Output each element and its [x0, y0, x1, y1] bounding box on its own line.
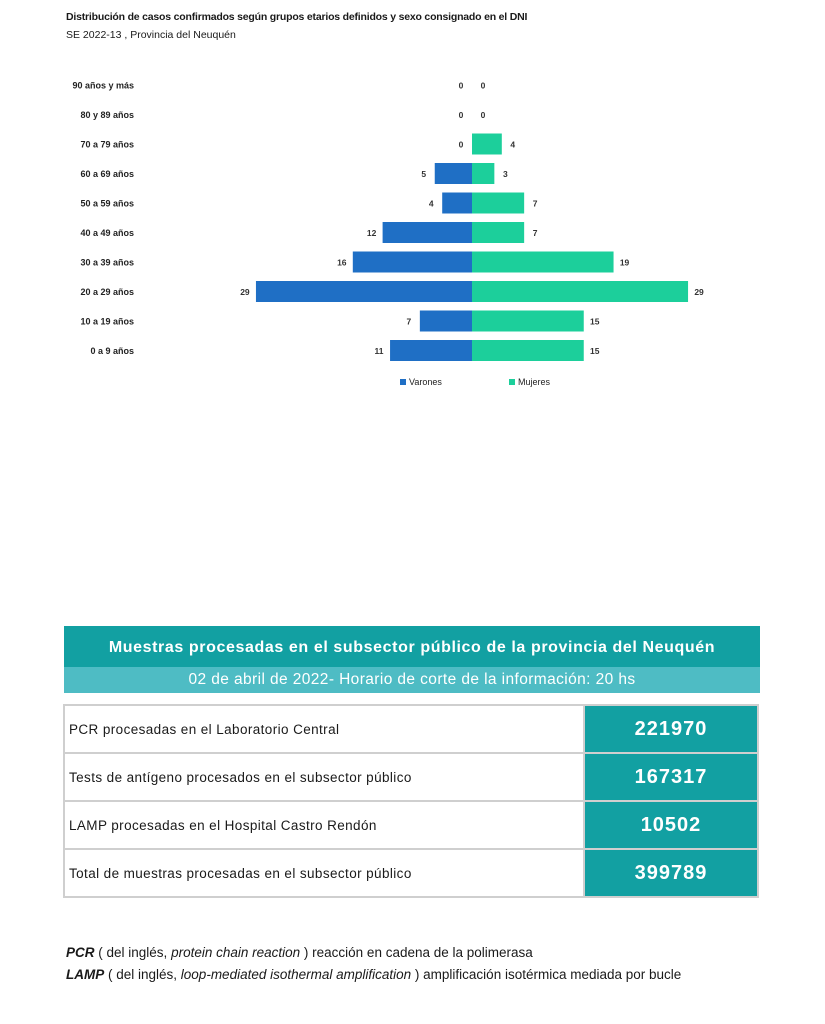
bar-mujeres [472, 311, 584, 332]
bar-mujeres [472, 252, 614, 273]
data-label-mujeres: 0 [480, 110, 486, 120]
category-label: 60 a 69 años [80, 169, 134, 179]
category-label: 30 a 39 años [80, 257, 134, 268]
footnote-pcr [66, 945, 533, 960]
row-label-antigen: Tests de antígeno procesados en el subsector público [64, 753, 584, 801]
footnote-pcr-term: protein chain reaction [171, 945, 301, 960]
footnote-pcr-pre: ( del inglés, [94, 945, 172, 960]
bar-varones [442, 193, 472, 214]
footnote-lamp-pre: ( del inglés, [104, 967, 181, 982]
data-label-varones: 4 [428, 198, 434, 209]
samples-table-title: Muestras procesadas en el subsector público de la provincia del Neuquén [64, 626, 760, 670]
chart-subtitle: SE 2022-13 , Provincia del Neuquén [66, 29, 236, 41]
bar-mujeres [472, 281, 688, 302]
row-label-pcr: PCR procesadas en el Laboratorio Central [64, 705, 584, 753]
bar-varones [383, 222, 472, 243]
category-label: 0 a 9 años [90, 346, 134, 356]
data-label-mujeres: 7 [532, 228, 538, 238]
data-label-mujeres: 4 [510, 139, 516, 150]
data-label-varones: 29 [240, 287, 250, 297]
category-label: 90 años y más [72, 80, 134, 91]
category-label: 10 a 19 años [80, 316, 134, 327]
bar-mujeres [472, 193, 524, 214]
table-row [64, 753, 758, 801]
row-value-pcr: 221970 [584, 705, 758, 753]
footnote-lamp-term: loop-mediated isothermal amplification [180, 967, 412, 982]
legend-swatch-mujeres [509, 379, 515, 385]
data-label-mujeres: 15 [590, 316, 600, 327]
data-label-varones: 0 [458, 139, 464, 150]
data-label-varones: 16 [337, 257, 347, 268]
bar-varones [420, 311, 472, 332]
data-label-mujeres: 29 [694, 287, 704, 297]
data-label-mujeres: 0 [480, 80, 486, 91]
legend-label-mujeres: Mujeres [518, 377, 551, 387]
samples-table-subtitle: 02 de abril de 2022- Horario de corte de la información: 20 hs [64, 667, 760, 693]
samples-table [63, 704, 759, 898]
row-value-antigen: 167317 [584, 753, 758, 801]
data-label-varones: 0 [458, 80, 464, 91]
category-label: 40 a 49 años [80, 228, 134, 238]
table-row [64, 849, 758, 897]
bar-mujeres [472, 222, 524, 243]
legend-swatch-varones [400, 379, 406, 385]
footnote-pcr-post: ) reacción en cadena de la polimerasa [300, 945, 533, 960]
row-label-total: Total de muestras procesadas en el subsector público [64, 849, 584, 897]
bar-mujeres [472, 340, 584, 361]
bar-varones [390, 340, 472, 361]
category-label: 70 a 79 años [80, 139, 134, 150]
footnote-lamp-abbr: LAMP [66, 967, 105, 982]
data-label-varones: 0 [458, 110, 464, 120]
row-label-lamp: LAMP procesadas en el Hospital Castro Rendón [64, 801, 584, 849]
bar-varones [353, 252, 472, 273]
category-label: 50 a 59 años [80, 198, 134, 209]
category-label: 80 y 89 años [80, 110, 134, 120]
data-label-varones: 7 [406, 316, 412, 327]
row-value-lamp: 10502 [584, 801, 758, 849]
bar-mujeres [472, 134, 502, 155]
bar-varones [256, 281, 472, 302]
data-label-mujeres: 19 [619, 257, 630, 268]
data-label-varones: 5 [421, 169, 427, 179]
data-label-mujeres: 7 [532, 198, 538, 209]
data-label-varones: 11 [374, 346, 384, 356]
row-value-total: 399789 [584, 849, 758, 897]
data-label-mujeres: 15 [590, 346, 600, 356]
category-label: 20 a 29 años [80, 287, 134, 297]
bar-varones [435, 163, 472, 184]
bar-mujeres [472, 163, 494, 184]
footnote-lamp-post: ) amplificación isotérmica mediada por bucle [411, 967, 682, 982]
table-row [64, 705, 758, 753]
data-label-varones: 12 [366, 228, 377, 238]
chart-title: Distribución de casos confirmados según grupos etarios definidos y sexo consignado en el DNI [66, 11, 528, 23]
table-row [64, 801, 758, 849]
data-label-mujeres: 3 [502, 169, 508, 179]
footnote-pcr-abbr: PCR [66, 945, 95, 960]
footnote-lamp [66, 967, 681, 982]
population-pyramid-chart [0, 70, 825, 400]
legend-label-varones: Varones [409, 377, 442, 387]
